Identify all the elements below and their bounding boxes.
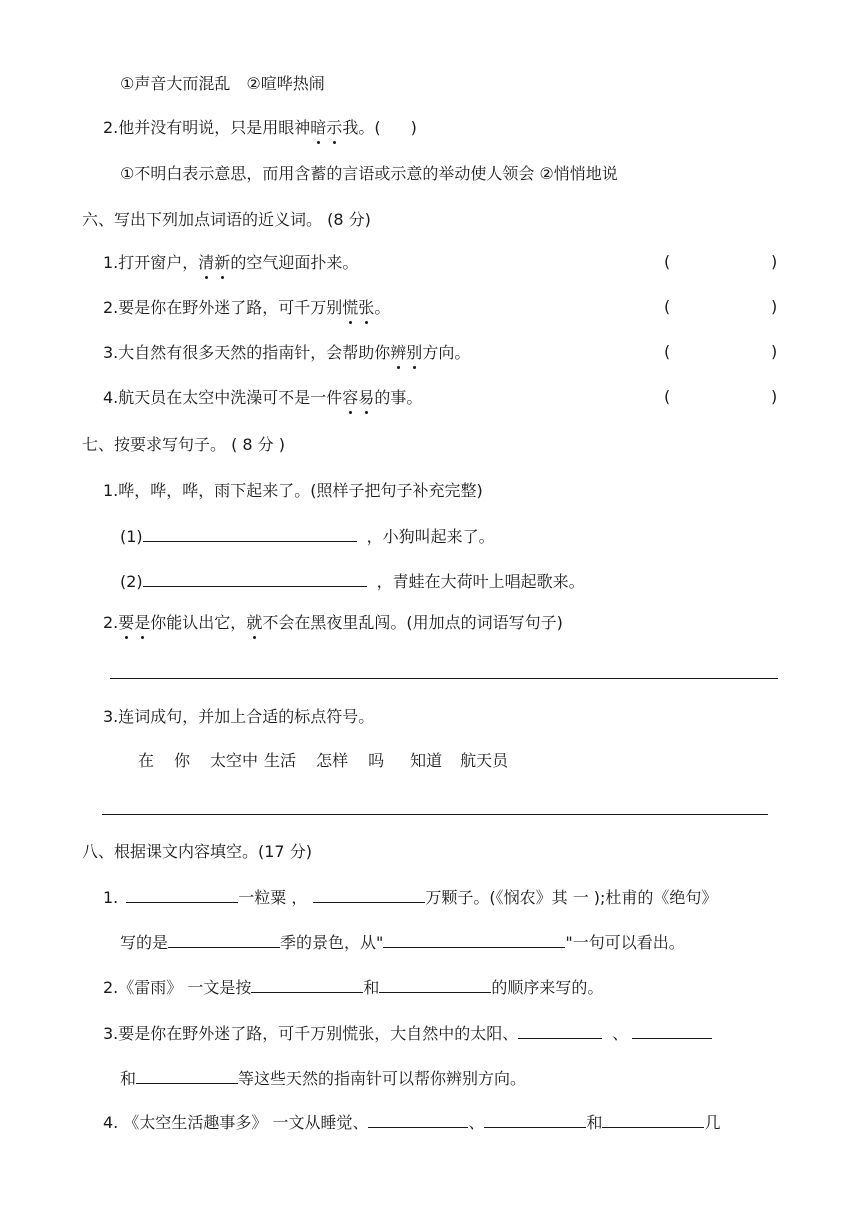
q8-4-text: 4. 《太空生活趣事多》 一文从睡觉、 [103, 1113, 369, 1132]
answer-paren-close: ) [771, 342, 778, 361]
q8-3 [103, 1022, 712, 1045]
fill-blank[interactable] [383, 931, 565, 948]
q6-4-text: 4.航天员在太空中洗澡可不是一件 [103, 388, 343, 407]
q7-1b-text: ，青蛙在大荷叶上唱起歌来。 [376, 572, 585, 591]
fill-blank[interactable] [143, 525, 357, 542]
q8-2-text: 和 [363, 978, 380, 997]
dotted-char: 易 [358, 388, 375, 407]
q8-1-text: 一粒粟 ， [238, 888, 308, 907]
q8-3-text: 和 [120, 1069, 137, 1088]
q6-1-text: 1.打开窗户， [103, 253, 199, 272]
section-6-title: 六、写出下列加点词语的近义词。 (8 分) [82, 210, 371, 229]
dotted-char: 就 [246, 613, 263, 632]
q8-2 [103, 976, 603, 999]
q8-2-text: 2.《雷雨》 一文是按 [103, 978, 252, 997]
q7-2-text: 你能认出它， [150, 613, 247, 632]
q7-1a [120, 525, 495, 548]
fill-blank[interactable] [143, 570, 367, 587]
dotted-char: 要 [118, 613, 135, 632]
q5-1-options: ①声音大而混乱 ②喧哗热闹 [120, 74, 325, 93]
answer-paren-open: ( [664, 387, 671, 406]
dotted-char: 张 [358, 298, 375, 317]
fill-blank[interactable] [313, 886, 425, 903]
q6-4 [103, 387, 422, 409]
dotted-char: 暗 [310, 118, 327, 137]
fill-blank[interactable] [136, 1067, 238, 1084]
answer-paren-close: ) [771, 387, 778, 406]
answer-paren-close: ) [410, 118, 417, 137]
dotted-char: 容 [342, 388, 359, 407]
q5-2-text-end: 我。( [342, 118, 381, 137]
q8-4-text: 几 [704, 1113, 721, 1132]
q8-1 [103, 886, 717, 909]
word-item: 太空中 [210, 751, 259, 770]
q6-2-text: 2.要是你在野外迷了路，可千万别 [103, 298, 343, 317]
dotted-char: 示 [326, 118, 343, 137]
q8-1-text: "一句可以看出。 [565, 933, 685, 952]
dotted-char: 是 [134, 613, 151, 632]
q8-1-text: 写的是 [120, 933, 169, 952]
q8-4-text: 和 [586, 1113, 603, 1132]
q6-1 [103, 252, 358, 274]
q6-2-text-end: 。 [374, 298, 391, 317]
word-item: 你 [174, 751, 191, 770]
fill-blank[interactable] [632, 1022, 712, 1039]
dotted-char: 别 [406, 343, 423, 362]
q7-1a-text: ，小狗叫起来了。 [366, 527, 495, 546]
word-item: 生活 [264, 751, 297, 770]
section-8-title: 八、根据课文内容填空。(17 分) [82, 842, 312, 861]
fill-blank[interactable] [484, 1111, 586, 1128]
q8-1-cont [120, 931, 685, 954]
item-number: (2) [120, 572, 143, 591]
answer-paren-close: ) [771, 252, 778, 271]
answer-line[interactable] [102, 814, 768, 815]
answer-paren-open: ( [664, 342, 671, 361]
fill-blank[interactable] [126, 886, 238, 903]
word-item: 怎样 [316, 751, 349, 770]
section-7-title: 七、按要求写句子。 ( 8 分 ) [82, 435, 286, 454]
fill-blank[interactable] [368, 1111, 468, 1128]
q5-2-question [103, 117, 417, 139]
word-item: 知道 [410, 751, 443, 770]
q8-4 [103, 1111, 721, 1134]
word-item: 在 [138, 751, 155, 770]
dotted-char: 慌 [342, 298, 359, 317]
q7-3: 3.连词成句，并加上合适的标点符号。 [103, 707, 375, 726]
q7-2 [103, 612, 563, 634]
fill-blank[interactable] [251, 976, 363, 993]
q8-3-text: 等这些天然的指南针可以帮你辨别方向。 [238, 1069, 527, 1088]
word-bank [138, 750, 508, 772]
q7-2-text-end: 不会在黑夜里乱闯。(用加点的词语写句子) [262, 613, 563, 632]
dotted-char: 清 [198, 253, 215, 272]
fill-blank[interactable] [518, 1022, 602, 1039]
q8-4-text: 、 [468, 1113, 485, 1132]
fill-blank[interactable] [602, 1111, 704, 1128]
q8-3-cont [120, 1067, 526, 1090]
q8-1-text: 季的景色，从" [280, 933, 384, 952]
q7-2-number: 2. [103, 613, 119, 632]
q6-2 [103, 297, 390, 319]
q6-3-text: 3.大自然有很多天然的指南针，会帮助你 [103, 343, 391, 362]
answer-paren-close: ) [771, 297, 778, 316]
answer-paren-open: ( [664, 297, 671, 316]
dotted-char: 辨 [390, 343, 407, 362]
q8-3-text: 3.要是你在野外迷了路，可千万别慌张，大自然中的太阳、 [103, 1024, 519, 1043]
answer-line[interactable] [110, 678, 778, 679]
q8-2-text: 的顺序来写的。 [491, 978, 604, 997]
fill-blank[interactable] [379, 976, 491, 993]
q5-2-text: 2.他并没有明说，只是用眼神 [103, 118, 311, 137]
item-number: (1) [120, 527, 143, 546]
answer-paren-open: ( [664, 252, 671, 271]
q7-1b [120, 570, 585, 593]
q6-3 [103, 342, 470, 364]
word-item: 吗 [368, 751, 385, 770]
fill-blank[interactable] [168, 931, 280, 948]
q5-2-options: ①不明白表示意思，而用含蓄的言语或示意的举动使人领会 ②悄悄地说 [120, 164, 618, 183]
item-number: 1. [103, 888, 119, 907]
q8-1-text: 万颗子。(《悯农》其 一 );杜甫的《绝句》 [425, 888, 718, 907]
q6-4-text-end: 的事。 [374, 388, 423, 407]
q8-3-text: 、 [612, 1024, 629, 1043]
dotted-char: 新 [214, 253, 231, 272]
q7-1: 1.哗，哗，哗，雨下起来了。(照样子把句子补充完整) [103, 481, 483, 500]
q6-3-text-end: 方向。 [422, 343, 471, 362]
q6-1-text-end: 的空气迎面扑来。 [230, 253, 359, 272]
word-item: 航天员 [460, 751, 509, 770]
